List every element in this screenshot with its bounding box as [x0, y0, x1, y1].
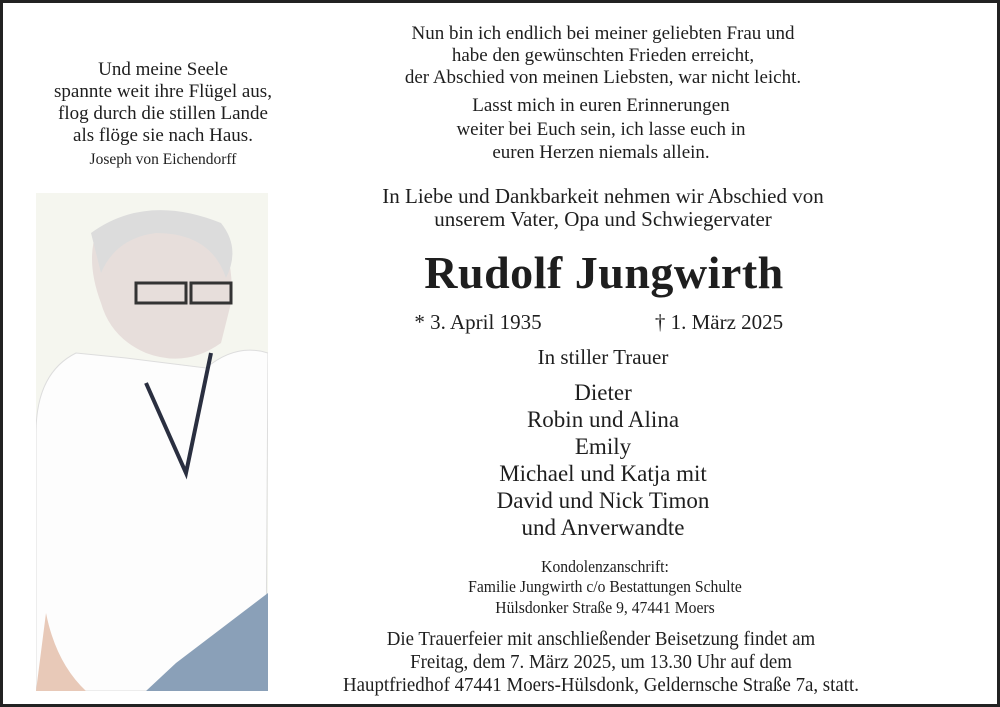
funeral-line: Freitag, dem 7. März 2025, um 13.30 Uhr auf dem: [410, 651, 792, 673]
condolence-label: Kondolenzanschrift:: [541, 557, 669, 576]
poem-line: spannte weit ihre Flügel aus,: [54, 81, 272, 102]
mourner-name: und Anverwandte: [521, 515, 685, 540]
funeral-line: Die Trauerfeier mit anschließender Beisetzung findet am: [386, 628, 816, 650]
mourner-name: Emily: [574, 434, 632, 459]
death-date: † 1. März 2025: [654, 310, 784, 334]
verse-line: der Abschied von meinen Liebsten, war nicht leicht.: [404, 67, 802, 88]
funeral-line: Hauptfriedhof 47441 Moers-Hülsdonk, Geldernsche Straße 7a, statt.: [343, 674, 859, 696]
verse-line: Nun bin ich endlich bei meiner geliebten Frau und: [411, 23, 795, 44]
portrait-photo: [36, 193, 268, 691]
poem-line: als flöge sie nach Haus.: [73, 125, 253, 146]
mourner-name: Dieter: [574, 380, 632, 405]
mourner-name: Michael und Katja mit: [499, 461, 707, 486]
poem-line: Und meine Seele: [98, 59, 228, 80]
verse-line: weiter bei Euch sein, ich lasse euch in: [456, 119, 746, 140]
mourners-heading: In stiller Trauer: [537, 345, 669, 369]
mourner-name: David und Nick Timon: [496, 488, 710, 513]
condolence-line: Familie Jungwirth c/o Bestattungen Schulte: [468, 577, 742, 596]
intro-line: unserem Vater, Opa und Schwiegervater: [434, 207, 772, 231]
verse-line: Lasst mich in euren Erinnerungen: [472, 95, 730, 116]
birth-date: * 3. April 1935: [414, 310, 542, 334]
verse-line: habe den gewünschten Frieden erreicht,: [451, 45, 755, 66]
mourner-name: Robin und Alina: [526, 407, 680, 432]
poem-line: flog durch die stillen Lande: [58, 103, 268, 124]
intro-line: In Liebe und Dankbarkeit nehmen wir Abschied von: [382, 184, 824, 208]
deceased-name: Rudolf Jungwirth: [424, 247, 784, 298]
poem-author: Joseph von Eichendorff: [89, 151, 237, 168]
condolence-line: Hülsdonker Straße 9, 47441 Moers: [495, 598, 715, 617]
verse-line: euren Herzen niemals allein.: [492, 142, 710, 163]
